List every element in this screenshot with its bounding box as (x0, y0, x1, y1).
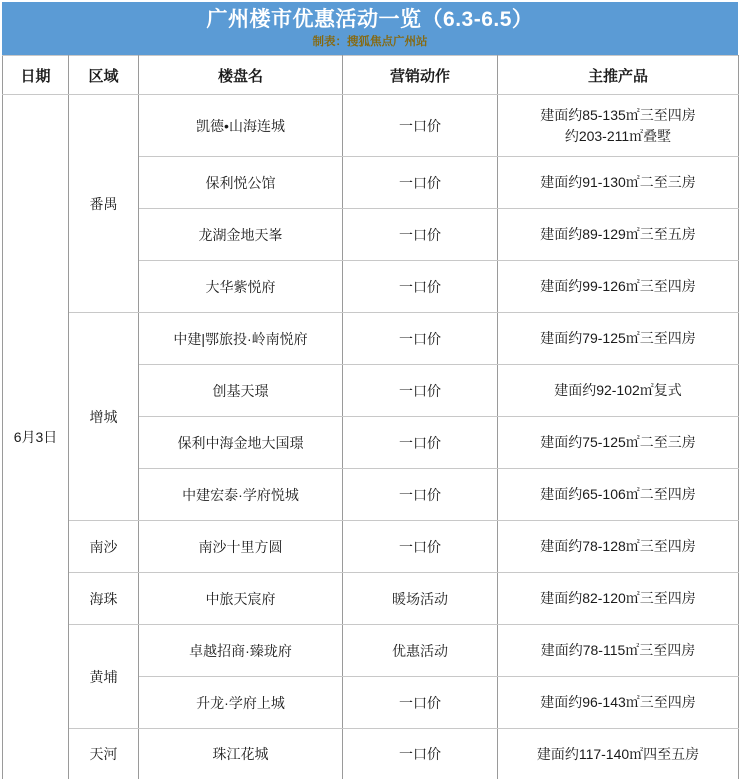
product-line: 建面约117-140㎡四至五房 (536, 745, 700, 762)
product-line: 建面约78-128㎡三至四房 (540, 538, 696, 554)
action-cell: 一口价 (343, 313, 498, 365)
region-cell: 黄埔 (69, 625, 139, 729)
product-cell (498, 157, 739, 209)
product-cell (498, 209, 739, 261)
product-line: 建面约91-130㎡二至三房 (540, 174, 696, 190)
product-cell (498, 313, 739, 365)
action-cell: 暖场活动 (343, 573, 498, 625)
region-cell: 天河 (69, 729, 139, 779)
table-row (3, 313, 739, 365)
project-cell: 卓越招商·臻珑府 (139, 625, 343, 677)
project-cell: 中建宏泰·学府悦城 (139, 469, 343, 521)
product-cell (498, 261, 739, 313)
project-cell: 凯德•山海连城 (139, 95, 343, 157)
product-line: 建面约75-125㎡二至三房 (540, 434, 696, 450)
product-line: 约203-211㎡叠墅 (564, 127, 672, 144)
table-row (3, 729, 739, 779)
product-cell (498, 95, 739, 157)
column-header-product: 主推产品 (498, 56, 739, 95)
product-line: 建面约82-120㎡三至四房 (540, 590, 696, 606)
action-cell: 一口价 (343, 729, 498, 779)
title-bar (2, 2, 738, 55)
table-row (3, 625, 739, 677)
project-cell: 大华紫悦府 (139, 261, 343, 313)
action-cell: 一口价 (343, 365, 498, 417)
project-cell: 龙湖金地天峯 (139, 209, 343, 261)
region-cell: 海珠 (69, 573, 139, 625)
action-cell: 一口价 (343, 261, 498, 313)
page-subtitle: 制表：搜狐焦点广州站 (312, 36, 428, 48)
product-line: 建面约65-106㎡二至四房 (540, 486, 696, 502)
promo-table-sheet (2, 2, 738, 779)
project-cell: 升龙·学府上城 (139, 677, 343, 729)
product-cell (498, 469, 739, 521)
project-cell: 中建|鄂旅投·岭南悦府 (139, 313, 343, 365)
product-line: 建面约79-125㎡三至四房 (540, 330, 696, 346)
action-cell: 一口价 (343, 521, 498, 573)
action-cell: 一口价 (343, 157, 498, 209)
project-cell: 创基天璟 (139, 365, 343, 417)
product-cell (498, 573, 739, 625)
page-title: 广州楼市优惠活动一览（6.3-6.5） (206, 8, 534, 31)
project-cell: 保利中海金地大国璟 (139, 417, 343, 469)
product-line: 建面约78-115㎡三至四房 (540, 642, 696, 658)
region-cell: 增城 (69, 313, 139, 521)
product-cell (498, 521, 739, 573)
column-header-date: 日期 (3, 56, 69, 95)
action-cell: 一口价 (343, 677, 498, 729)
product-cell (498, 677, 739, 729)
project-cell: 珠江花城 (139, 729, 343, 779)
product-cell (498, 417, 739, 469)
column-header-project: 楼盘名 (139, 56, 343, 95)
promo-table (2, 55, 739, 779)
action-cell: 一口价 (343, 469, 498, 521)
column-header-region: 区域 (69, 56, 139, 95)
date-cell: 6月3日 (3, 95, 69, 779)
region-cell: 番禺 (69, 95, 139, 313)
project-cell: 中旅天宸府 (139, 573, 343, 625)
project-cell: 保利悦公馆 (139, 157, 343, 209)
product-line: 建面约92-102㎡复式 (554, 382, 682, 398)
action-cell: 一口价 (343, 95, 498, 157)
table-row (3, 95, 739, 157)
product-line: 建面约96-143㎡三至四房 (540, 694, 696, 710)
table-row (3, 521, 739, 573)
product-cell (498, 729, 739, 779)
product-line: 建面约89-129㎡三至五房 (540, 226, 696, 242)
table-row (3, 573, 739, 625)
action-cell: 一口价 (343, 209, 498, 261)
product-cell (498, 625, 739, 677)
action-cell: 优惠活动 (343, 625, 498, 677)
product-line: 建面约85-135㎡三至四房 (540, 106, 696, 123)
project-cell: 南沙十里方圆 (139, 521, 343, 573)
product-cell (498, 365, 739, 417)
action-cell: 一口价 (343, 417, 498, 469)
header-row (3, 56, 739, 95)
column-header-action: 营销动作 (343, 56, 498, 95)
region-cell: 南沙 (69, 521, 139, 573)
product-line: 建面约99-126㎡三至四房 (540, 278, 696, 294)
